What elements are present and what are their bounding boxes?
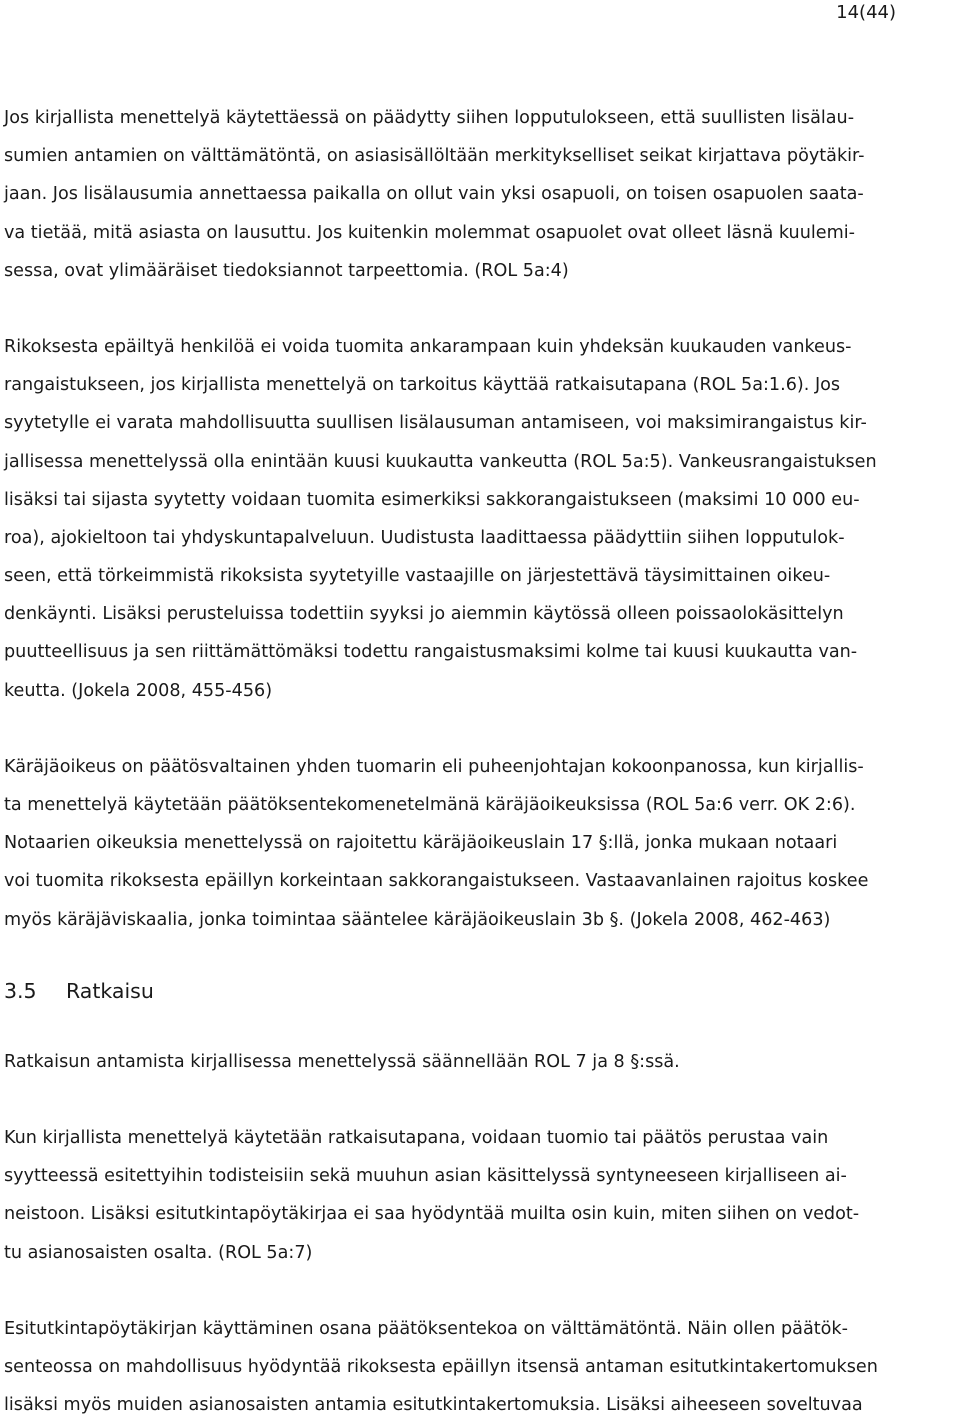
section-number: 3.5 (4, 978, 37, 1003)
text-line: sessa, ovat ylimääräiset tiedoksiannot tarpeettomia. (ROL 5a:4) (4, 260, 569, 281)
paragraph (4, 1043, 956, 1081)
text-line: sumien antamien on välttämätöntä, on asiasisällöltään merkitykselliset seikat kirjattava pöytäkir- (4, 146, 865, 167)
text-line: voi tuomita rikoksesta epäillyn korkeintaan sakkorangaistukseen. Vastaavanlainen rajoitus koskee (4, 871, 869, 892)
text-line: Käräjäoikeus on päätösvaltainen yhden tuomarin eli puheenjohtajan kokoonpanossa, kun kirjallis- (4, 756, 864, 777)
text-line: seen, että törkeimmistä rikoksista syytetyille vastaajille on järjestettävä täysimittainen oikeu- (4, 566, 831, 587)
text-line: myös käräjäviskaalia, jonka toimintaa sääntelee käräjäoikeuslain 3b §. (Jokela 2008, 462-463) (4, 909, 831, 930)
text-line: Ratkaisun antamista kirjallisessa menettelyssä säännellään ROL 7 ja 8 §:ssä. (4, 1051, 680, 1072)
text-line: Rikoksesta epäiltyä henkilöä ei voida tuomita ankarampaan kuin yhdeksän kuukauden vankeus- (4, 336, 852, 357)
text-line: syytteessä esitettyihin todisteisiin sekä muuhun asian käsittelyssä syntyneeseen kirjalliseen ai- (4, 1166, 847, 1187)
section-heading (4, 969, 956, 1013)
text-line: Esitutkintapöytäkirjan käyttäminen osana päätöksentekoa on välttämätöntä. Näin ollen päätök- (4, 1318, 848, 1339)
text-line: tu asianosaisten osalta. (ROL 5a:7) (4, 1242, 313, 1263)
paragraph (4, 748, 956, 939)
text-line: puutteellisuus ja sen riittämättömäksi todettu rangaistusmaksimi kolme tai kuusi kuukautta van- (4, 642, 858, 663)
paragraph (4, 99, 956, 290)
text-line: keutta. (Jokela 2008, 455-456) (4, 680, 273, 701)
text-line: rangaistukseen, jos kirjallista menettelyä on tarkoitus käyttää ratkaisutapana (ROL 5a:1.6). Jos (4, 375, 841, 396)
text-line: va tietää, mitä asiasta on lausuttu. Jos kuitenkin molemmat osapuolet ovat olleet läsnä kuulemi- (4, 222, 855, 243)
text-line: lisäksi myös muiden asianosaisten antamia esitutkintakertomuksia. Lisäksi aiheeseen soveltuvaa (4, 1395, 863, 1416)
text-line: syytetylle ei varata mahdollisuutta suullisen lisälausuman antamiseen, voi maksimirangaistus kir- (4, 413, 867, 434)
paragraph (4, 1310, 956, 1424)
paragraph (4, 328, 956, 710)
text-line: ta menettelyä käytetään päätöksentekomenetelmänä käräjäoikeuksissa (ROL 5a:6 verr. OK 2:6). (4, 795, 856, 815)
section-title: Ratkaisu (66, 978, 154, 1003)
text-line: senteossa on mahdollisuus hyödyntää rikoksesta epäillyn itsensä antaman esitutkintakertomuksen (4, 1356, 878, 1377)
text-line: denkäynti. Lisäksi perusteluissa todettiin syyksi jo aiemmin käytössä olleen poissaolokäsittelyn (4, 604, 844, 625)
paragraph (4, 1119, 956, 1272)
text-line: Jos kirjallista menettelyä käytettäessä on päädytty siihen lopputulokseen, että suullisten lisälau- (4, 108, 855, 128)
text-line: roa), ajokieltoon tai yhdyskuntapalveluun. Uudistusta laadittaessa päädyttiin siihen lopputulok- (4, 527, 845, 548)
text-line: neistoon. Lisäksi esitutkintapöytäkirjaa ei saa hyödyntää muilta osin kuin, miten siihen on vedot- (4, 1204, 860, 1225)
text-line: jallisessa menettelyssä olla enintään kuusi kuukautta vankeutta (ROL 5a:5). Vankeusrangaistuksen (4, 451, 877, 472)
text-line: jaan. Jos lisälausumia annettaessa paikalla on ollut vain yksi osapuoli, on toisen osapuolen saata- (4, 184, 864, 205)
page-number: 14(44) (836, 2, 896, 23)
text-line: Kun kirjallista menettelyä käytetään ratkaisutapana, voidaan tuomio tai päätös perustaa vain (4, 1127, 829, 1148)
text-line: Notaarien oikeuksia menettelyssä on rajoitettu käräjäoikeuslain 17 §:llä, jonka mukaan notaari (4, 833, 838, 854)
text-line: lisäksi tai sijasta syytetty voidaan tuomita esimerkiksi sakkorangaistukseen (maksimi 10 000 eu- (4, 489, 860, 510)
document-body (4, 99, 956, 1424)
